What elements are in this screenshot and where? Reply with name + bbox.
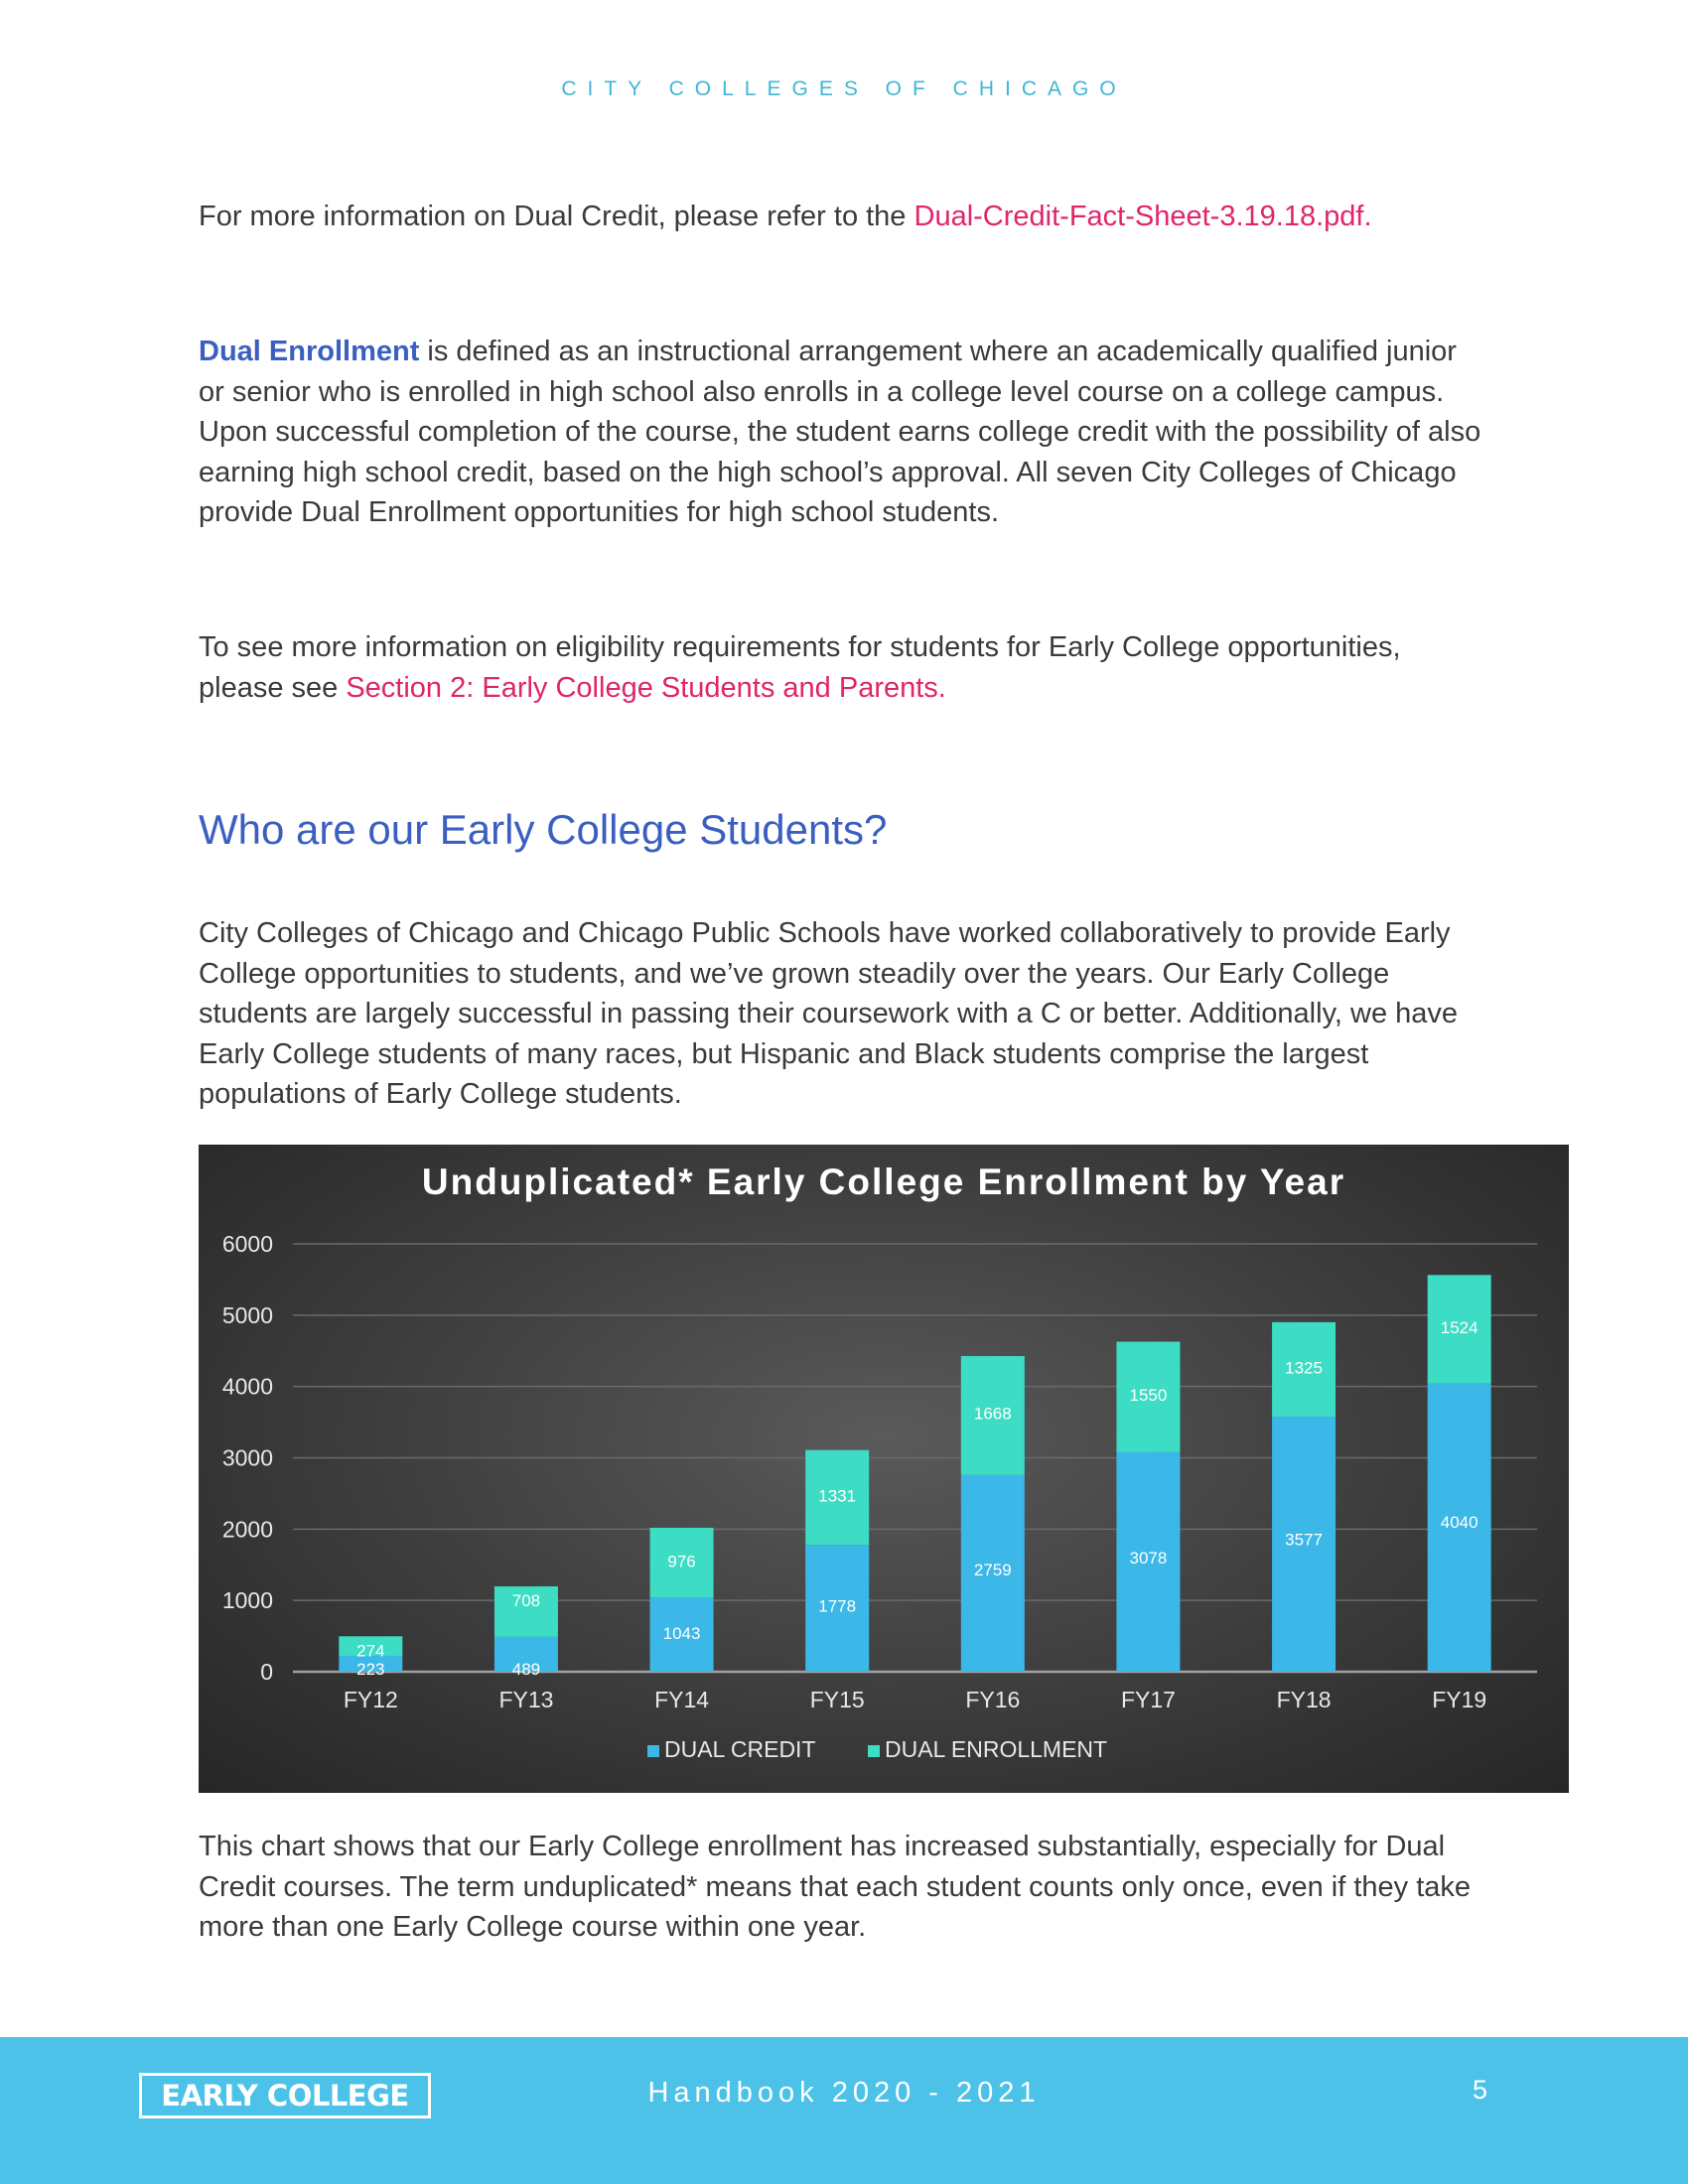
x-tick-label: FY13 bbox=[498, 1687, 554, 1712]
y-tick-label: 1000 bbox=[221, 1587, 273, 1614]
eligibility-info bbox=[199, 627, 1489, 708]
data-label: 1550 bbox=[1129, 1385, 1168, 1405]
dual-enrollment-definition-text: is defined as an instructional arrangement where an academically qualified junior or senior who is enrolled in high school also enrolls in a college level course on a college campus. Upon successful completion of the course, the student earns college credit with the possibility of also earning high school credit, based on the high school’s approval. All seven City Colleges of Chicago provide Dual Enrollment opportunities for high school students. bbox=[199, 336, 1481, 528]
legend-swatch bbox=[647, 1745, 659, 1757]
data-label: 4040 bbox=[1440, 1513, 1478, 1533]
data-label: 708 bbox=[511, 1591, 541, 1611]
y-tick-label: 0 bbox=[260, 1659, 273, 1685]
legend-label: DUAL ENROLLMENT bbox=[885, 1736, 1108, 1762]
data-label: 274 bbox=[356, 1641, 385, 1661]
dual-enrollment-definition bbox=[199, 332, 1489, 533]
data-label: 3078 bbox=[1129, 1549, 1168, 1569]
x-tick-label: FY16 bbox=[965, 1687, 1021, 1712]
y-tick-label: 3000 bbox=[221, 1444, 273, 1471]
data-label: 976 bbox=[667, 1552, 696, 1571]
data-label: 3577 bbox=[1285, 1530, 1323, 1550]
legend-swatch bbox=[868, 1745, 880, 1757]
footer bbox=[0, 2037, 1688, 2184]
page-number: 5 bbox=[1473, 2075, 1488, 2105]
data-label: 1668 bbox=[973, 1404, 1012, 1424]
eligibility-text: To see more information on eligibility requirements for students for Early College opportunities, please see bbox=[199, 631, 1401, 704]
data-label: 1778 bbox=[818, 1596, 857, 1616]
dual-credit-fact-sheet-link[interactable]: Dual-Credit-Fact-Sheet-3.19.18.pdf. bbox=[914, 201, 1372, 232]
section-heading: Who are our Early College Students? bbox=[199, 806, 888, 853]
dual-enrollment-term: Dual Enrollment bbox=[199, 336, 420, 367]
section-2-link[interactable]: Section 2: Early College Students and Parents. bbox=[346, 671, 946, 704]
x-tick-label: FY18 bbox=[1276, 1687, 1332, 1712]
legend-label: DUAL CREDIT bbox=[664, 1736, 816, 1762]
y-tick-label: 2000 bbox=[221, 1516, 273, 1543]
x-tick-label: FY17 bbox=[1120, 1687, 1176, 1712]
x-tick-label: FY12 bbox=[343, 1687, 398, 1712]
chart-note: This chart shows that our Early College enrollment has increased substantially, especially for Dual Credit courses. The term unduplicated* means that each student counts only once, even if they take more than one Early College course within one year. bbox=[199, 1831, 1472, 1943]
data-label: 1325 bbox=[1285, 1358, 1323, 1378]
data-label: 1524 bbox=[1440, 1317, 1478, 1337]
enrollment-chart-svg bbox=[199, 1145, 1569, 1793]
x-tick-label: FY19 bbox=[1432, 1687, 1487, 1712]
y-tick-label: 5000 bbox=[221, 1301, 273, 1328]
data-label: 2759 bbox=[973, 1560, 1012, 1579]
section-intro: City Colleges of Chicago and Chicago Public Schools have worked collaboratively to provide Early College opportunities to students, and we’ve grown steadily over the years. Our Early College students are largely successful in passing their coursework with a C or better. Additionally, we have Early College students of many races, but Hispanic and Black students comprise the largest populations of Early College students. bbox=[199, 917, 1459, 1110]
y-tick-label: 4000 bbox=[221, 1373, 273, 1400]
data-label: 1331 bbox=[818, 1486, 857, 1506]
x-tick-label: FY15 bbox=[809, 1687, 865, 1712]
handbook-title: Handbook 2020 - 2021 bbox=[647, 2077, 1041, 2109]
enrollment-chart bbox=[199, 1145, 1569, 1793]
dual-credit-info bbox=[199, 197, 1489, 237]
dual-credit-info-text: For more information on Dual Credit, please refer to the bbox=[199, 201, 914, 232]
chart-title: Unduplicated* Early College Enrollment by Year bbox=[421, 1161, 1346, 1202]
data-label: 1043 bbox=[662, 1624, 701, 1644]
data-label: 223 bbox=[356, 1660, 385, 1679]
x-tick-label: FY14 bbox=[654, 1687, 710, 1712]
y-tick-label: 6000 bbox=[221, 1231, 273, 1257]
early-college-logo: EARLY COLLEGE bbox=[139, 2073, 431, 2118]
org-header: CITY COLLEGES OF CHICAGO bbox=[561, 77, 1127, 100]
data-label: 489 bbox=[511, 1660, 541, 1679]
